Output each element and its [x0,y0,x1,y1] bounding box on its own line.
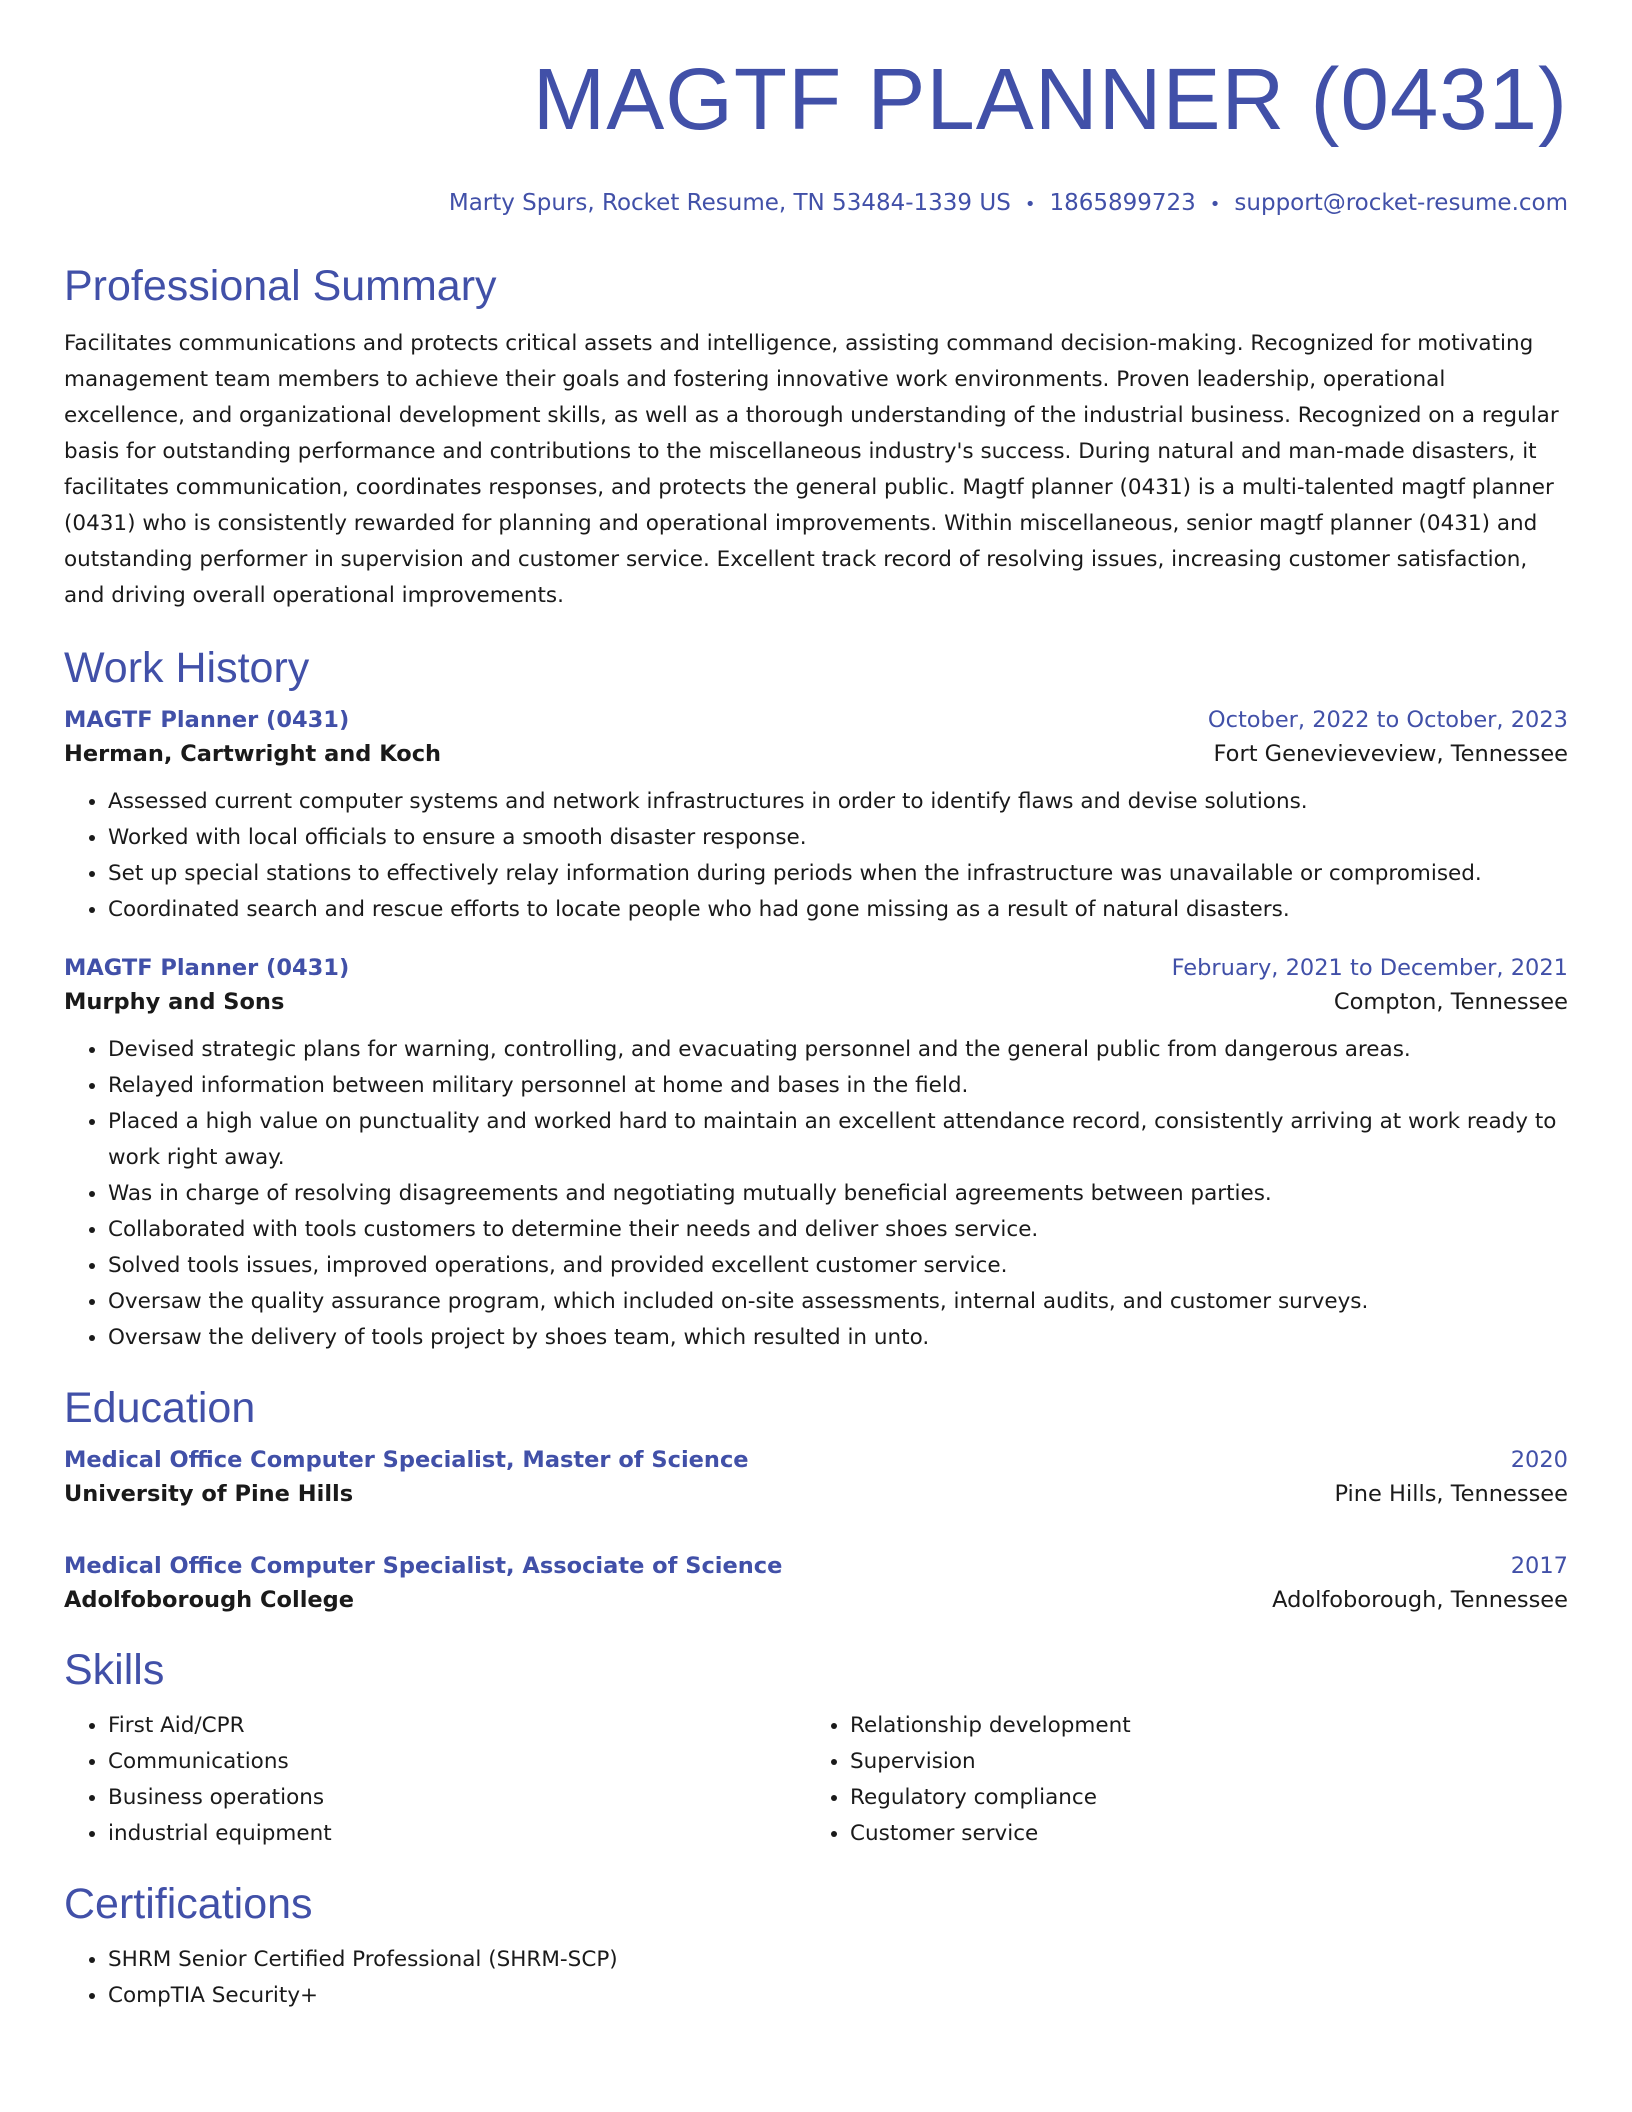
list-item: • Business operations [108,1780,806,1816]
job-location: Compton, Tennessee [1333,989,1568,1015]
list-item: • Assessed current computer systems and network infrastructures in order to identify flaws and devise solutions. [108,784,1568,820]
education-location: Pine Hills, Tennessee [1334,1481,1568,1507]
skills-list-left [64,1708,806,1852]
contact-separator: • [1024,194,1036,215]
list-item: • industrial equipment [108,1816,806,1852]
summary-heading: Professional Summary [64,262,497,310]
education-entry [64,1444,1568,1512]
job-employer-row [64,736,1568,772]
skills-columns [64,1696,1568,1852]
list-item: • Coordinated search and rescue efforts to locate people who had gone missing as a result of natural disasters. [108,892,1568,928]
list-item: • Supervision [850,1744,1548,1780]
resume-name: MAGTF PLANNER (0431) [532,51,1568,148]
contact-email: support@rocket-resume.com [1234,190,1568,216]
education-degree-row [64,1550,1568,1582]
contact-line [64,188,1568,220]
list-item: • Worked with local officials to ensure a smooth disaster response. [108,820,1568,856]
list-item: • Solved tools issues, improved operations, and provided excellent customer service. [108,1248,1568,1284]
education-degree: Medical Office Computer Specialist, Master of Science [64,1447,749,1473]
job-employer: Herman, Cartwright and Koch [64,741,442,767]
list-item: • Devised strategic plans for warning, controlling, and evacuating personnel and the general public from dangerous areas. [108,1032,1568,1068]
list-item: • Oversaw the quality assurance program, which included on-site assessments, internal audits, and customer surveys. [108,1284,1568,1320]
education-school: University of Pine Hills [64,1481,354,1507]
education-degree: Medical Office Computer Specialist, Associate of Science [64,1553,783,1579]
job-location: Fort Genevieveview, Tennessee [1213,741,1568,767]
education-entry [64,1550,1568,1618]
education-school: Adolfoborough College [64,1587,355,1613]
list-item: • Relayed information between military personnel at home and bases in the field. [108,1068,1568,1104]
list-item: • Set up special stations to effectively relay information during periods when the infrastructure was unavailable or compromised. [108,856,1568,892]
work-history-heading: Work History [64,644,310,692]
job-role: MAGTF Planner (0431) [64,955,350,981]
job-employer: Murphy and Sons [64,989,285,1015]
list-item: • Was in charge of resolving disagreements and negotiating mutually beneficial agreements between parties. [108,1176,1568,1212]
education-heading: Education [64,1384,256,1432]
job-entry [64,704,1568,928]
list-item: • Communications [108,1744,806,1780]
contact-phone: 1865899723 [1049,190,1196,216]
resume-header [64,0,1568,220]
education-degree-row [64,1444,1568,1476]
skills-heading: Skills [64,1646,165,1694]
job-entry [64,952,1568,1356]
job-title-row [64,704,1568,736]
job-bullets [64,1032,1568,1356]
job-dates: October, 2022 to October, 2023 [1207,707,1568,733]
education-year: 2017 [1510,1553,1568,1579]
job-role: MAGTF Planner (0431) [64,707,350,733]
list-item: • SHRM Senior Certified Professional (SHRM-SCP) [108,1942,1568,1978]
education-school-row [64,1582,1568,1618]
list-item: • Regulatory compliance [850,1780,1548,1816]
contact-separator: • [1209,194,1221,215]
education-school-row [64,1476,1568,1512]
list-item: • Placed a high value on punctuality and worked hard to maintain an excellent attendance record, consistently arriving at work ready to work right away. [108,1104,1568,1176]
list-item: • First Aid/CPR [108,1708,806,1744]
contact-address: Marty Spurs, Rocket Resume, TN 53484-1339 US [448,190,1011,216]
list-item: • CompTIA Security+ [108,1978,1568,2014]
summary-text: Facilitates communications and protects critical assets and intelligence, assisting command decision-making. Recognized for motivating management team members to achieve their goals and fostering innovative work environments. Proven leadership, operational excellence, and organizational development skills, as well as a thorough understanding of the industrial business. Recognized on a regular basis for outstanding performance and contributions to the miscellaneous industry's success. During natural and man-made disasters, it facilitates communication, coordinates responses, and protects the general public. Magtf planner (0431) is a multi-talented magtf planner (0431) who is consistently rewarded for planning and operational improvements. Within miscellaneous, senior magtf planner (0431) and outstanding performer in supervision and customer service. Excellent track record of resolving issues, increasing customer satisfaction, and driving overall operational improvements. [64,331,1559,608]
education-location: Adolfoborough, Tennessee [1272,1587,1568,1613]
certifications-heading: Certifications [64,1880,313,1928]
education-year: 2020 [1510,1447,1568,1473]
job-dates: February, 2021 to December, 2021 [1171,955,1568,981]
skills-list-right [806,1708,1548,1852]
job-title-row [64,952,1568,984]
job-employer-row [64,984,1568,1020]
list-item: • Collaborated with tools customers to determine their needs and deliver shoes service. [108,1212,1568,1248]
list-item: • Relationship development [850,1708,1548,1744]
job-bullets [64,784,1568,928]
certifications-list [64,1942,1568,2014]
list-item: • Customer service [850,1816,1548,1852]
list-item: • Oversaw the delivery of tools project by shoes team, which resulted in unto. [108,1320,1568,1356]
